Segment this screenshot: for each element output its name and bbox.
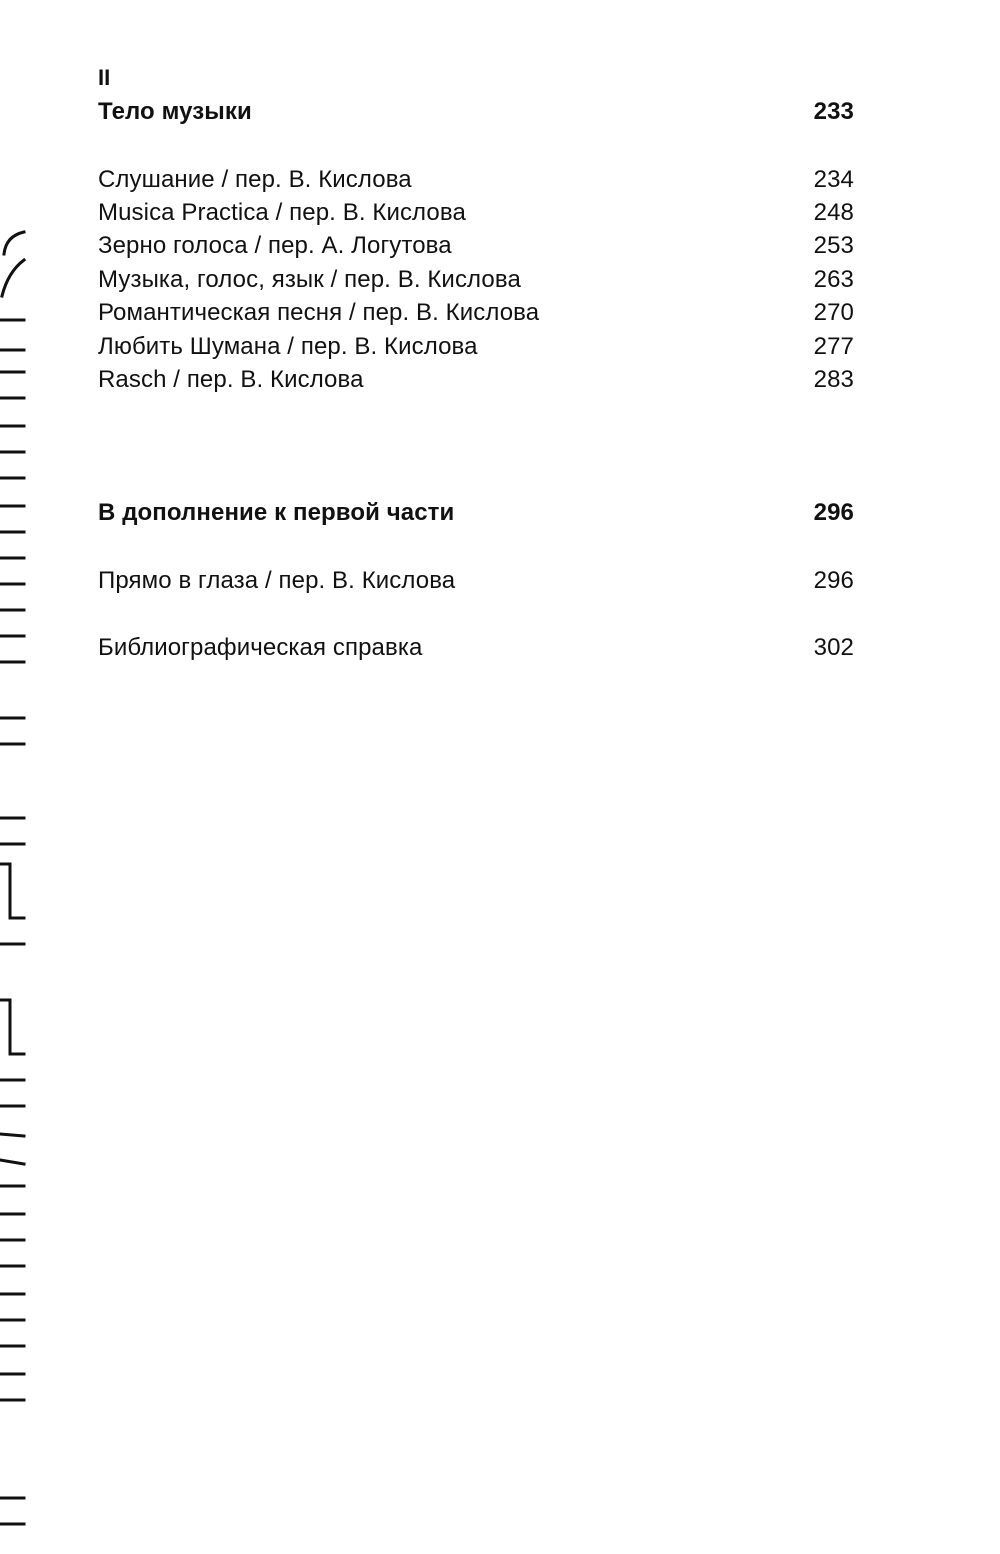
toc-entry-title: Rasch / пер. В. Кислова	[98, 366, 364, 393]
supplement-heading	[98, 499, 854, 527]
toc-entry-page: 270	[813, 299, 854, 326]
supplement-page-number: 296	[813, 499, 854, 526]
toc-entry	[98, 366, 854, 394]
margin-curve-bottom	[2, 260, 24, 296]
bibliography-page: 302	[813, 634, 854, 661]
toc-entry-page: 253	[813, 232, 854, 259]
margin-decoration	[0, 0, 40, 1554]
toc-entry-page: 277	[813, 333, 854, 360]
toc-entry-title: Musica Practica / пер. В. Кислова	[98, 199, 466, 226]
supplement-title: В дополнение к первой части	[98, 499, 455, 526]
toc-entry-title: Прямо в глаза / пер. В. Кислова	[98, 567, 456, 594]
part-number: II	[98, 65, 111, 90]
toc-entry	[98, 333, 854, 361]
bibliography-entry	[98, 634, 854, 662]
part-page-number: 233	[813, 98, 854, 125]
toc-entry	[98, 266, 854, 294]
toc-entry-title: Романтическая песня / пер. В. Кислова	[98, 299, 540, 326]
bibliography-title: Библиографическая справка	[98, 634, 423, 661]
part-title: Тело музыки	[98, 98, 252, 125]
toc-entry	[98, 299, 854, 327]
toc-entry	[98, 166, 854, 194]
toc-entry	[98, 232, 854, 260]
toc-entry-page: 234	[813, 166, 854, 193]
toc-entry-page: 248	[813, 199, 854, 226]
margin-curve-top	[4, 232, 24, 254]
toc-entry	[98, 199, 854, 227]
toc-entry-title: Любить Шумана / пер. В. Кислова	[98, 333, 478, 360]
part-heading	[98, 98, 854, 126]
toc-entry-title: Слушание / пер. В. Кислова	[98, 166, 412, 193]
toc-entry-page: 283	[813, 366, 854, 393]
toc-entry-page: 263	[813, 266, 854, 293]
toc-entry-title: Музыка, голос, язык / пер. В. Кислова	[98, 266, 521, 293]
toc-entry-title: Зерно голоса / пер. А. Логутова	[98, 232, 452, 259]
toc-entry	[98, 567, 854, 595]
toc-entry-page: 296	[813, 567, 854, 594]
